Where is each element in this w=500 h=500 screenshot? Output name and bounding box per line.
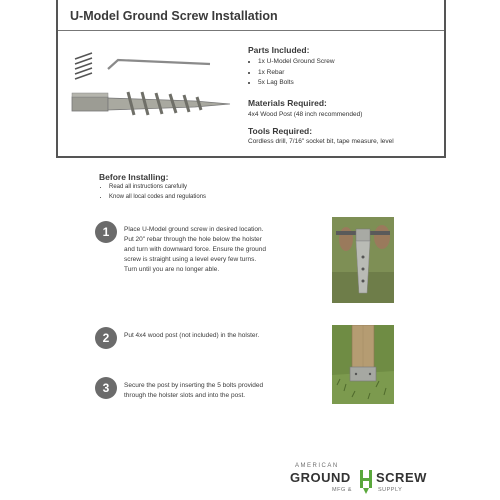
step-1-photo	[332, 217, 394, 303]
step-2-number: 2	[95, 327, 117, 349]
step-3-text: Secure the post by inserting the 5 bolts provided through the holster slots and into the post.	[124, 382, 264, 399]
logo-word-screw: SCREW	[376, 470, 427, 485]
logo-word-ground: GROUND	[290, 470, 351, 485]
step-1-number: 1	[95, 221, 117, 243]
lag-bolts-icon	[75, 53, 92, 79]
list-item: • 1x Rebar	[258, 68, 335, 79]
materials-heading: Materials Required:	[248, 98, 327, 108]
materials-value: 4x4 Wood Post (48 inch recommended)	[248, 111, 363, 118]
list-item: • 5x Lag Bolts	[258, 78, 335, 89]
logo-screw-icon	[358, 470, 374, 494]
logo-top-text: AMERICAN	[295, 463, 339, 469]
step-2-text: Put 4x4 wood post (not included) in the holster.	[124, 332, 260, 339]
list-item: • 1x U-Model Ground Screw	[258, 57, 335, 68]
list-item: • Read all instructions carefully	[109, 183, 206, 193]
step-1-text: Place U-Model ground screw in desired location. Put 20" rebar through the hole below the holster and turn with downward force. Ensure the ground screw is straight using a level every few turns. Turn until you are no longer able.	[124, 226, 267, 273]
before-installing-heading: Before Installing:	[99, 172, 169, 182]
ground-screw-icon	[72, 92, 230, 115]
logo-bottom-left: MFG &	[332, 487, 352, 493]
before-installing-list	[99, 183, 206, 202]
rebar-icon	[108, 60, 210, 69]
parts-heading: Parts Included:	[248, 45, 310, 55]
tools-heading: Tools Required:	[248, 126, 313, 136]
page-title: U-Model Ground Screw Installation	[70, 9, 278, 23]
step-2-3-photo	[332, 325, 394, 404]
tools-value: Cordless drill, 7/16" socket bit, tape measure, level	[248, 138, 394, 145]
list-item: • Know all local codes and regulations	[109, 193, 206, 203]
logo-bottom-right: SUPPLY	[378, 487, 403, 493]
title-divider	[58, 30, 444, 31]
product-illustration	[70, 45, 240, 125]
american-ground-screw-logo	[290, 462, 440, 498]
parts-list	[248, 57, 335, 89]
step-3-number: 3	[95, 377, 117, 399]
